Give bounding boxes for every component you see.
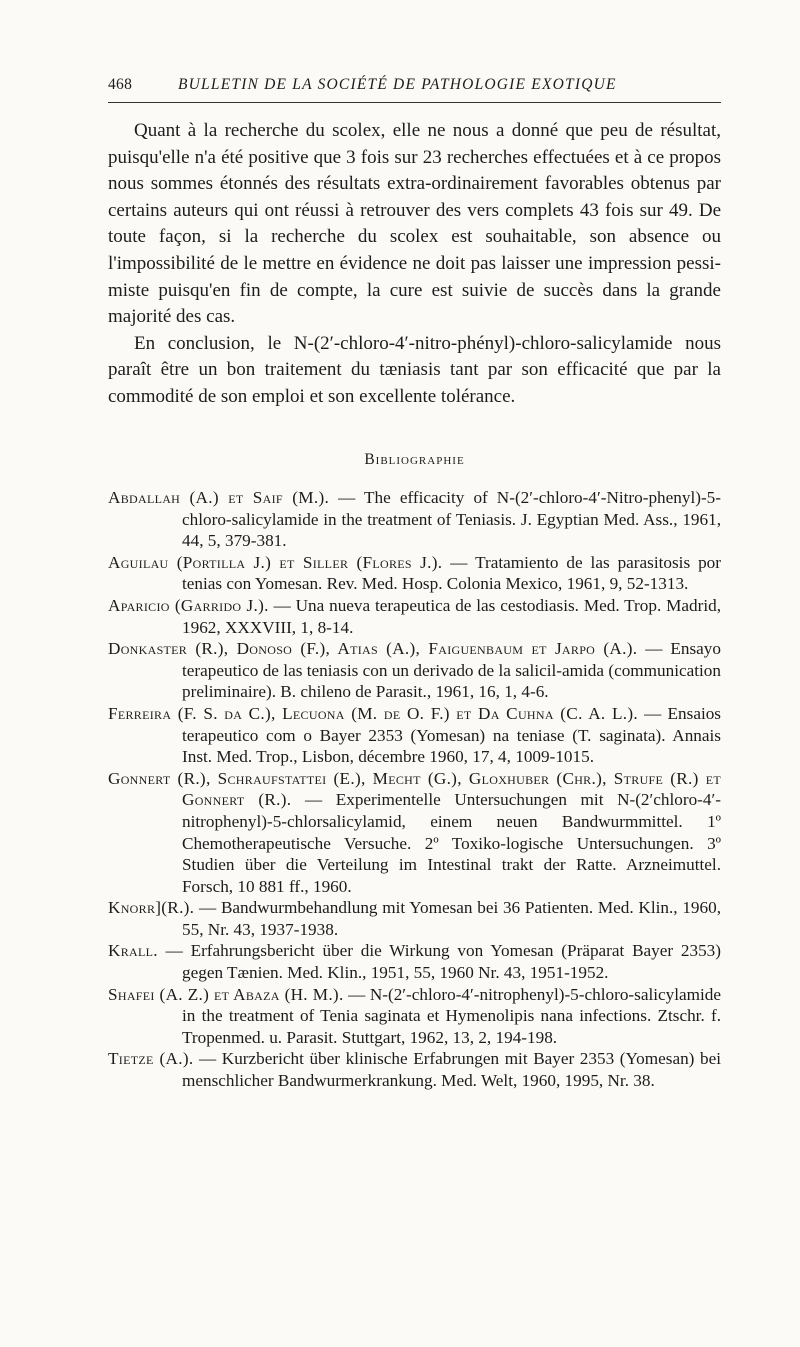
entry-authors: Aparicio (Garrido J.). (108, 595, 269, 615)
entry-authors: Krall. (108, 941, 158, 961)
entry-authors: Ferreira (F. S. da C.), Lecuona (M. de O. F.) et Da Cuhna (C. A. L.). (108, 703, 638, 723)
entry-authors: Aguilau (Portilla J.) et Siller (Flores J.). (108, 552, 443, 572)
header-rule (108, 102, 721, 103)
bibliography-entry (108, 638, 721, 703)
entry-text: — Kurzbericht über klinische Erfabrungen mit Bayer 2353 (Yomesan) bei menschlicher Bandwurmerkrankung. Med. Welt, 1960, 1995, Nr. 38. (182, 1049, 721, 1091)
bibliography-entry (108, 595, 721, 638)
bibliography-entry (108, 703, 721, 768)
bibliography-entry (108, 552, 721, 595)
entry-authors: Knorr](R.). (108, 898, 195, 918)
bibliography-heading: Bibliographie (364, 451, 465, 468)
bibliography-entry (108, 897, 721, 940)
entry-text: — Ensaios terapeutico com o Bayer 2353 (Yomesan) na teniase (T. saginata). Annais Inst. Med. Trop., Lisbon, décembre 1960, 17, 4, 1009-1015. (182, 703, 722, 767)
paragraph: En conclusion, le N-(2′-chloro-4′-nitro-phényl)-chloro-salicylamide nous paraît être un bon traitement du tæniasis tant par son efficacité que par la commodité de son emploi et son excellente tolérance. (108, 332, 721, 407)
entry-authors: Tietze (A.). (108, 1049, 194, 1069)
entry-text: — N-(2′-chloro-4′-nitrophenyl)-5-chloro-salicylamide in the treatment of Tenia saginata et Hymenolipis nana infections. Ztschr. f. Tropenmed. u. Parasit. Stuttgart, 1962, 13, 2, 194-198. (182, 984, 721, 1047)
bibliography-entry (108, 487, 721, 552)
entry-text: — Tratamiento de las parasitosis por tenias con Yomesan. Rev. Med. Hosp. Colonia Mexico, 1961, 9, 52-1313. (182, 552, 721, 594)
entry-text: — Bandwurmbehandlung mit Yomesan bei 36 Patienten. Med. Klin., 1960, 55, Nr. 43, 1937-1938. (182, 898, 721, 939)
entry-text: — Experimentelle Untersuchungen mit N-(2′chloro-4′-nitrophenyl)-5-chlorsalicylamid, einem neuen Bandwurmmittel. 1º Chemotherapeutische Versuche. 2º Toxiko-logische Untersuchungen. 3º Studien über die Verteilung im Intestinal trakt der Ratte. Arzneimuttel. Forsch, 10 881 ff., 1960. (182, 790, 721, 896)
journal-title: BULLETIN DE LA SOCIÉTÉ DE PATHOLOGIE EXOTIQUE (178, 76, 617, 93)
entry-authors: Donkaster (R.), Donoso (F.), Atias (A.), Faiguenbaum et Jarpo (A.). (108, 639, 638, 659)
bibliography-list (108, 487, 721, 1092)
bibliography-entry (108, 940, 721, 983)
entry-text: — Una nueva terapeutica de las cestodiasis. Med. Trop. Madrid, 1962, XXXVIII, 1, 8-14. (182, 595, 721, 637)
page-number: 468 (108, 76, 133, 93)
entry-authors: Gonnert (R.), Schraufstattei (E.), Mecht (G.), Gloxhuber (Chr.), Strufe (R.) et Gonnert (R.). (108, 768, 721, 810)
bibliography-entry (108, 768, 721, 898)
paragraph: Quant à la recherche du scolex, elle ne nous a donné que peu de résultat, puisqu'elle n'a été positive que 3 fois sur 23 recherches effectuées et à ce propos nous sommes étonnés des résultats extra-ordinairement favorables obtenus par certains auteurs qui ont réussi à retrouver des vers complets 43 fois sur 49. De toute façon, si la recherche du scolex est souhaitable, son absence ou l'impossibilité de le mettre en évidence ne doit pas laisser une impression pessi-miste puisqu'en fin de compte, la cure est suivie de succès dans la grande majorité des cas. (108, 120, 721, 328)
bibliography-entry (108, 1048, 721, 1091)
entry-text: — Ensayo terapeutico de las teniasis con un derivado de la salicil-amida (communication preliminaire). B. chileno de Parasit., 1961, 16, 1, 4-6. (182, 639, 721, 702)
entry-authors: Shafei (A. Z.) et Abaza (H. M.). (108, 984, 344, 1004)
body-text (108, 118, 721, 411)
entry-authors: Abdallah (A.) et Saif (M.). (108, 488, 330, 507)
bibliography-entry (108, 984, 721, 1049)
entry-text: — Erfahrungsbericht über die Wirkung von Yomesan (Präparat Bayer 2353) gegen Tænien. Med. Klin., 1951, 55, 1960 Nr. 43, 1951-1952. (157, 941, 721, 983)
entry-text: — The efficacity of N-(2′-chloro-4′-Nitro-phenyl)-5-chloro-salicylamide in the treatment of Teniasis. J. Egyptian Med. Ass., 1961, 44, 5, 379-381. (182, 488, 721, 551)
